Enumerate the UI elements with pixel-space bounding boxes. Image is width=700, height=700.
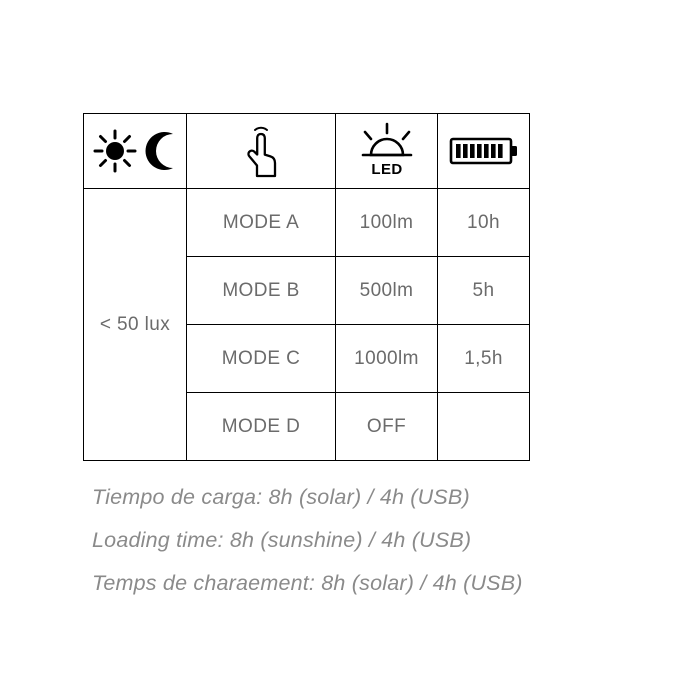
header-runtime — [438, 114, 530, 189]
header-light-condition — [84, 114, 187, 189]
lumen-cell: 1000lm — [336, 325, 438, 393]
footnote-fr: Temps de charaement: 8h (solar) / 4h (USB) — [92, 571, 523, 595]
runtime-cell — [438, 393, 530, 461]
runtime-cell: 1,5h — [438, 325, 530, 393]
footnotes — [92, 476, 652, 605]
header-brightness — [336, 114, 438, 189]
footnote-es: Tiempo de carga: 8h (solar) / 4h (USB) — [92, 485, 470, 509]
lumen-cell: 100lm — [336, 189, 438, 257]
footnote-en: Loading time: 8h (sunshine) / 4h (USB) — [92, 528, 472, 552]
mode-cell: MODE A — [187, 189, 336, 257]
sun-moon-icon — [84, 114, 186, 188]
battery-icon — [438, 114, 529, 188]
runtime-cell: 5h — [438, 257, 530, 325]
lux-threshold-cell: < 50 lux — [84, 189, 187, 461]
lumen-cell: 500lm — [336, 257, 438, 325]
mode-cell: MODE B — [187, 257, 336, 325]
led-label: LED — [370, 161, 403, 178]
specification-table — [83, 113, 530, 461]
table-row — [84, 189, 530, 257]
hand-touch-icon — [187, 114, 335, 188]
runtime-cell: 10h — [438, 189, 530, 257]
mode-cell: MODE C — [187, 325, 336, 393]
mode-cell: MODE D — [187, 393, 336, 461]
header-mode-selector — [187, 114, 336, 189]
led-lamp-icon — [336, 114, 437, 188]
table-header-row — [84, 114, 530, 189]
lumen-cell: OFF — [336, 393, 438, 461]
